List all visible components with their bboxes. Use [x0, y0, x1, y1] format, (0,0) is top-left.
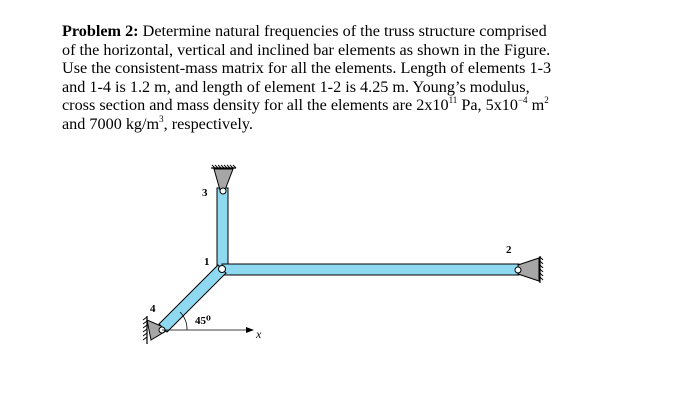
area-exponent: −4 [517, 95, 528, 106]
element-1-3-bar [217, 188, 228, 270]
x-axis-arrow [246, 327, 254, 333]
problem-line-4: and 1-4 is 1.2 m, and length of element 1-2 is 4.25 m. Young’s modulus, [62, 77, 530, 96]
problem-label: Problem 2: [62, 22, 139, 40]
line-6-part-b: , respectively. [163, 114, 253, 133]
node-2-label: 2 [506, 244, 512, 256]
line-5-part-c: m [527, 96, 545, 115]
element-1-2-bar [222, 264, 519, 275]
problem-line-1-text: Determine natural frequencies of the truss structure comprised [138, 22, 547, 40]
node-1-pin [219, 266, 226, 273]
node-3-label: 3 [202, 187, 208, 199]
support-node-2 [518, 256, 543, 283]
line-6-part-a: and 7000 kg/m [62, 114, 160, 133]
node-3-pin [220, 188, 226, 194]
node-1-label: 1 [204, 256, 210, 268]
density-unit-exponent: 3 [159, 113, 164, 124]
node-2-pin [515, 267, 521, 273]
line-5-part-a: cross section and mass density for all the elements are 2x10 [62, 96, 449, 115]
modulus-exponent: 11 [448, 95, 458, 106]
node-4-label: 4 [150, 303, 156, 315]
area-unit-exponent: 2 [544, 95, 549, 106]
line-5-part-b: Pa, 5x10 [457, 96, 518, 115]
problem-line-2: of the horizontal, vertical and inclined bar elements as shown in the Figure. [62, 40, 551, 59]
support-node-3 [211, 165, 236, 190]
angle-label: 45⁰ [195, 315, 211, 327]
problem-line-3: Use the consistent-mass matrix for all the elements. Length of elements 1-3 [62, 59, 552, 78]
element-1-4-bar [159, 265, 226, 332]
x-axis-label: x [256, 327, 262, 341]
